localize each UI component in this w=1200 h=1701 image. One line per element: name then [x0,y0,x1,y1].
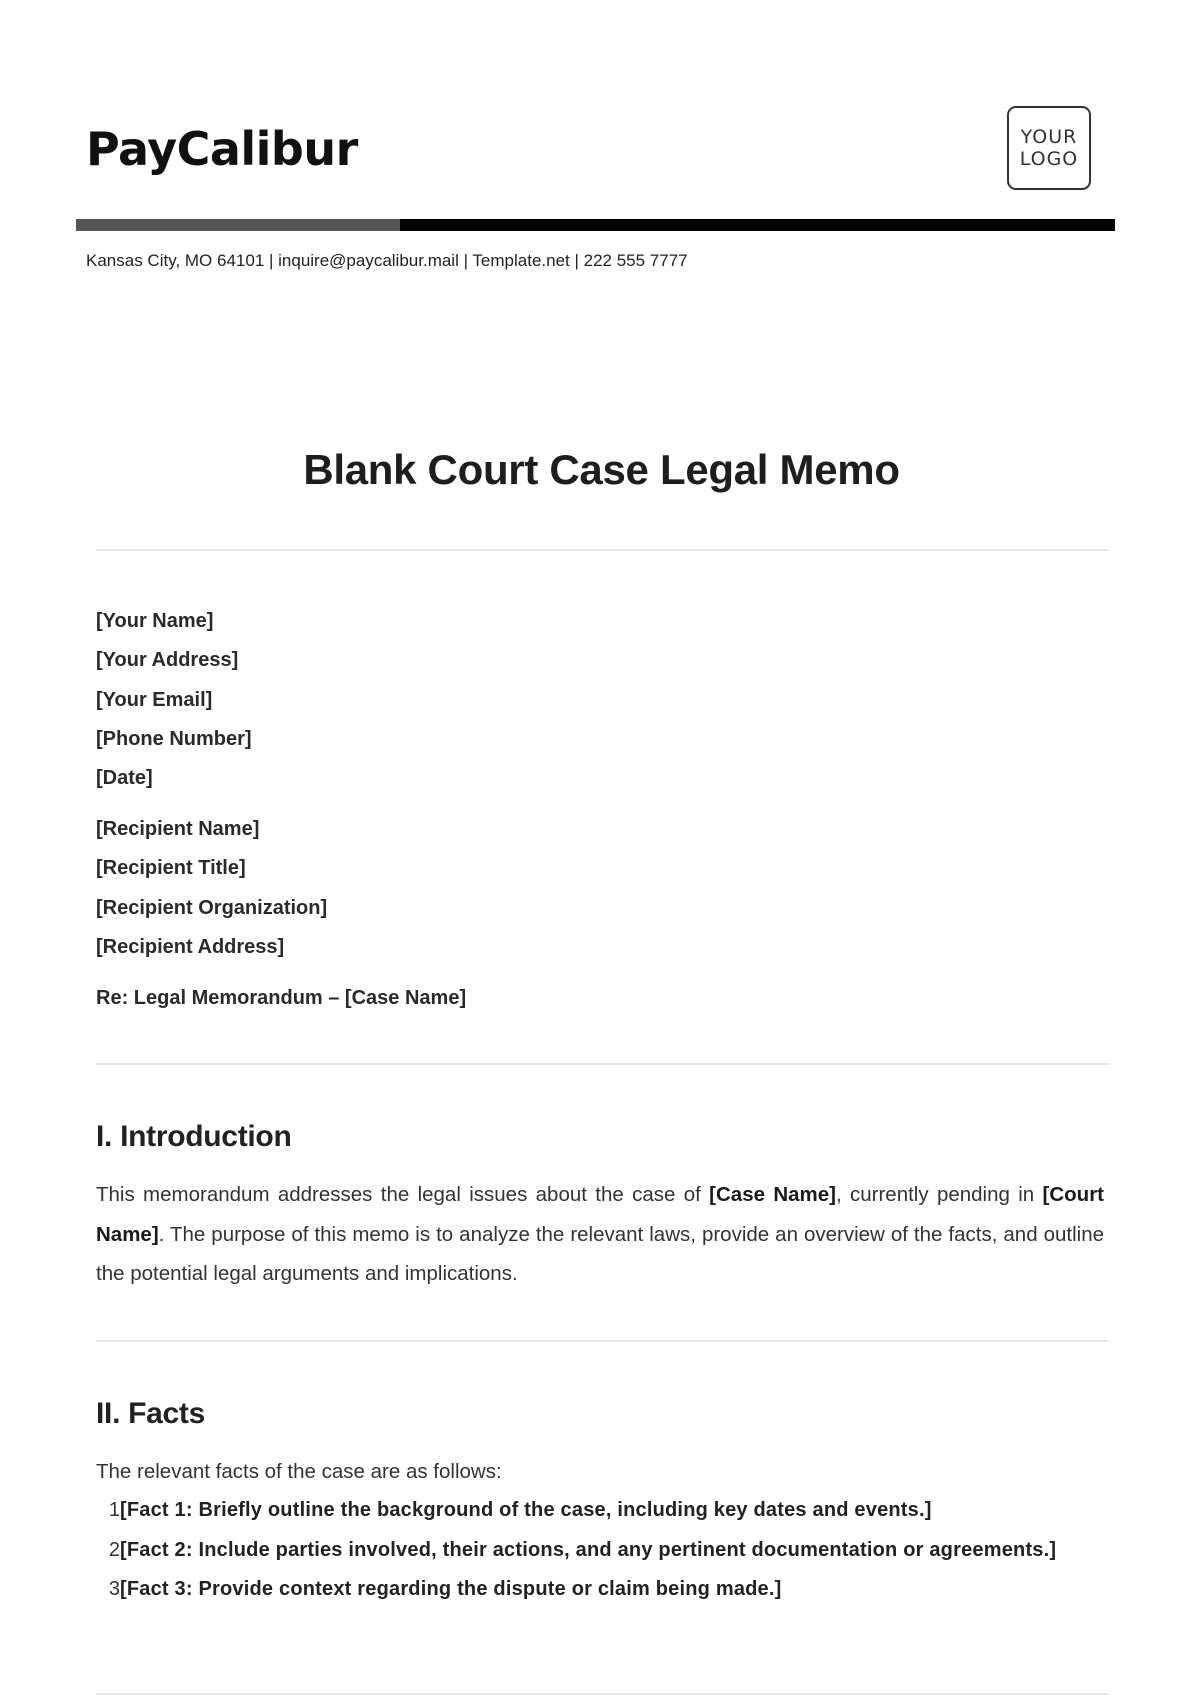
introduction-paragraph [96,1175,1104,1294]
fact-text: [Fact 3: Provide context regarding the dispute or claim being made.] [120,1578,782,1600]
list-item [96,1491,1101,1531]
header-bar-black-segment [400,219,1115,231]
recipient-organization: [Recipient Organization] [96,897,328,919]
fact-number: 1 [108,1499,120,1521]
list-item [96,1531,1101,1571]
list-item [96,1570,1101,1610]
logo-placeholder [1007,106,1091,190]
intro-text: , currently pending in [835,1183,1043,1206]
recipient-address: [Recipient Address] [96,936,285,958]
divider [96,1063,1109,1065]
intro-court-name: [Court Name] [96,1183,1104,1246]
fact-number: 3 [108,1578,120,1600]
sender-phone: [Phone Number] [96,728,252,750]
sender-name: [Your Name] [96,610,214,632]
section-heading-introduction: I. Introduction [96,1120,292,1153]
sender-email: [Your Email] [96,689,213,711]
recipient-name: [Recipient Name] [96,818,260,840]
sender-address: [Your Address] [96,649,239,671]
recipient-title: [Recipient Title] [96,857,246,879]
contact-info: Kansas City, MO 64101 | inquire@paycalibur.mail | Template.net | 222 555 7777 [86,251,688,270]
facts-list [96,1491,1101,1610]
header-bar-gray-segment [76,219,400,231]
document-title: Blank Court Case Legal Memo [303,446,900,493]
divider [96,1340,1109,1342]
intro-text: This memorandum addresses the legal issues about the case of [96,1183,710,1206]
fact-text: [Fact 1: Briefly outline the background of the case, including key dates and events.] [120,1499,932,1521]
divider [96,1693,1109,1695]
facts-intro: The relevant facts of the case are as follows: [96,1460,502,1483]
header-divider-bar [76,219,1115,231]
intro-text: . The purpose of this memo is to analyze the relevant laws, provide an overview of the facts, and outline the potential legal arguments and implications. [96,1222,1104,1285]
memo-date: [Date] [96,767,153,789]
fact-number: 2 [108,1538,120,1561]
company-name: PayCalibur [86,122,358,176]
divider [96,549,1109,551]
logo-text-line2: LOGO [1019,148,1079,170]
fact-text: [Fact 2: Include parties involved, their actions, and any pertinent documentation or agreements.] [120,1538,1057,1561]
section-heading-facts: II. Facts [96,1397,206,1430]
intro-case-name: [Case Name] [709,1183,836,1206]
logo-text-line1: YOUR [1020,126,1078,148]
re-line: Re: Legal Memorandum – [Case Name] [96,987,467,1009]
